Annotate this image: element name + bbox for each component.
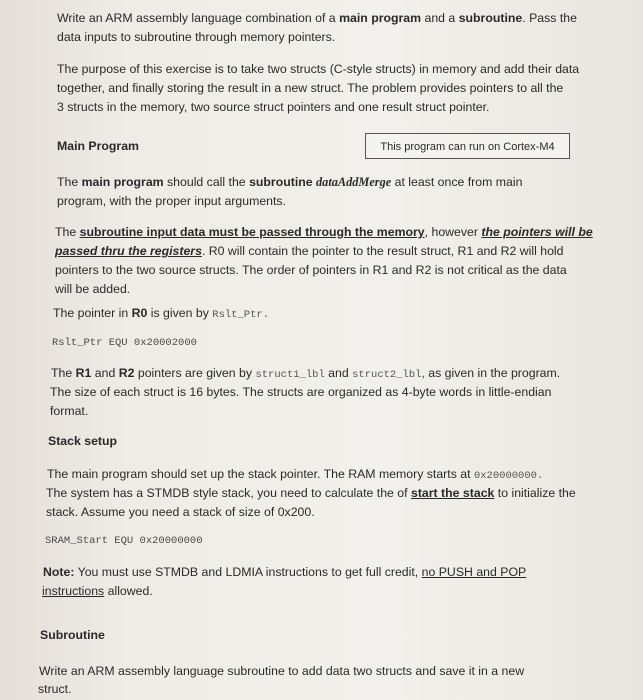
rslt-ptr-code: Rslt_Ptr EQU 0x20002000	[52, 337, 197, 349]
stack-line-3: stack. Assume you need a stack of size of 0x200.	[46, 505, 315, 519]
cortex-note-box: This program can run on Cortex-M4	[365, 133, 570, 159]
intro-line-2: data inputs to subroutine through memory pointers.	[57, 30, 336, 44]
intro-line-1: Write an ARM assembly language combination of a main program and a subroutine. Pass the	[57, 11, 577, 25]
main-p1-line-1: The main program should call the subroutine dataAddMerge at least once from main	[57, 175, 523, 189]
purpose-line-2: together, and finally storing the result in a new struct. The problem provides pointers to all the	[57, 81, 564, 95]
subroutine-line-1: Write an ARM assembly language subroutine to add data two structs and save it in a new	[39, 664, 525, 678]
main-p2-line-2: passed thru the registers. R0 will contain the pointer to the result struct, R1 and R2 will hold	[55, 244, 564, 258]
stack-heading: Stack setup	[48, 434, 118, 448]
stack-line-2: The system has a STMDB style stack, you need to calculate the of start the stack to initialize the	[46, 486, 576, 500]
note-line-2: instructions allowed.	[42, 584, 153, 598]
purpose-line-3: 3 structs in the memory, two source struct pointers and one result struct pointer.	[57, 100, 490, 114]
main-p2-line-4: will be added.	[55, 282, 131, 296]
main-p3: The pointer in R0 is given by Rslt_Ptr.	[53, 306, 269, 321]
main-p4-line-1: The R1 and R2 pointers are given by struct1_lbl and struct2_lbl, as given in the program.	[51, 366, 561, 381]
stack-line-1: The main program should set up the stack pointer. The RAM memory starts at 0x20000000.	[47, 467, 544, 482]
main-program-heading: Main Program	[57, 139, 139, 153]
main-p2-line-1: The subroutine input data must be passed through the memory, however the pointers will be	[55, 225, 593, 239]
subroutine-heading: Subroutine	[40, 628, 105, 642]
subroutine-line-2: struct.	[38, 682, 72, 696]
sram-start-code: SRAM_Start EQU 0x20000000	[45, 535, 203, 547]
main-p4-line-3: format.	[50, 404, 89, 418]
purpose-line-1: The purpose of this exercise is to take two structs (C-style structs) in memory and add their data	[57, 62, 580, 76]
main-p1-line-2: program, with the proper input arguments.	[57, 194, 286, 208]
note-line-1: Note: You must use STMDB and LDMIA instructions to get full credit, no PUSH and POP	[43, 565, 527, 579]
main-p2-line-3: pointers to the two source structs. The order of pointers in R1 and R2 is not critical as the data	[55, 263, 567, 277]
main-p4-line-2: The size of each struct is 16 bytes. The structs are organized as 4-byte words in little-endian	[50, 385, 552, 399]
